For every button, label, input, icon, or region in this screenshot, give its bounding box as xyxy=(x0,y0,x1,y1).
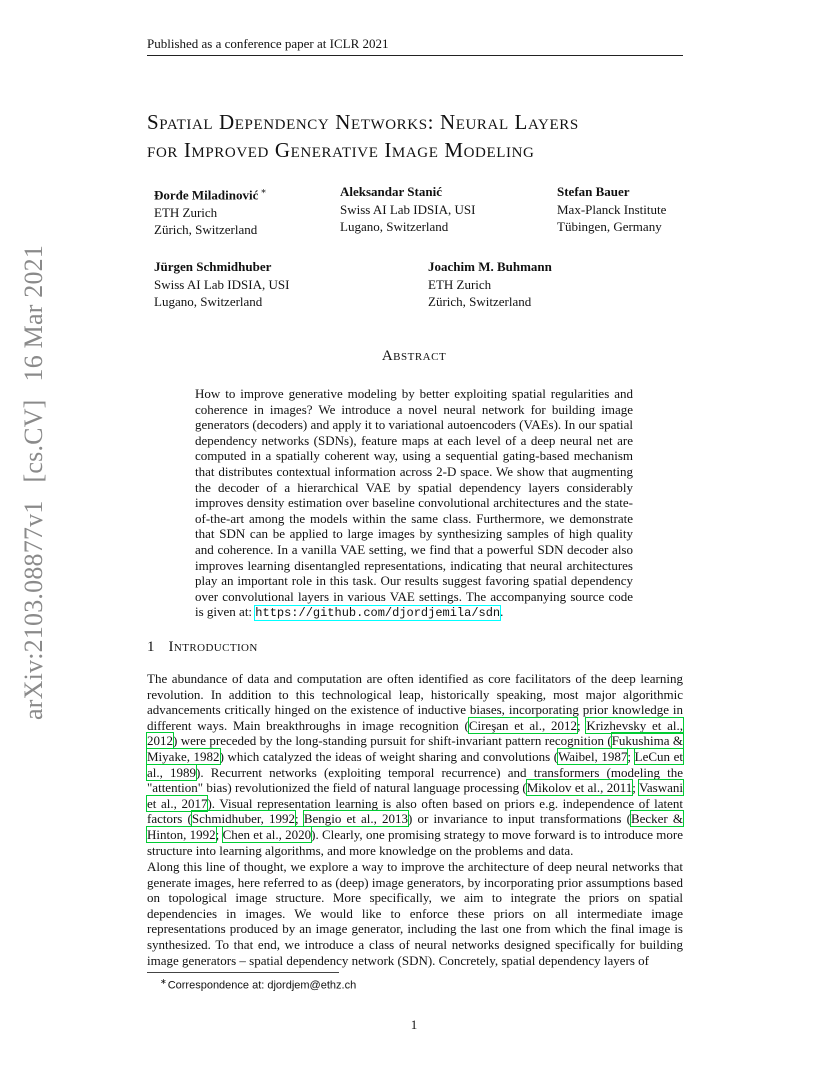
body-text: ). Clearly, one promising strategy to move forward is to introduce more structure into learning algorithms, and more knowledge on the problems and data. xyxy=(147,826,683,858)
author-affiliation: Max-Planck Institute xyxy=(557,201,667,217)
author-location: Zürich, Switzerland xyxy=(154,222,258,238)
citation-link[interactable]: Becker & Hinton, 1992 xyxy=(147,811,683,842)
section-number: 1 xyxy=(147,639,155,655)
arxiv-id[interactable]: arXiv:2103.08877v1 xyxy=(19,500,48,720)
paper-title xyxy=(147,108,707,164)
author-block xyxy=(428,258,552,311)
author-block xyxy=(557,183,666,236)
author-name: Aleksandar Stanić xyxy=(340,184,442,199)
citation-link[interactable]: Cireşan et al., 2012 xyxy=(468,717,577,733)
body-text: ). Visual representation learning is also often based on priors e.g. independence of latent factors ( xyxy=(147,795,684,827)
author-location: Zürich, Switzerland xyxy=(428,294,532,309)
citation-link[interactable]: Mikolov et al., 2011 xyxy=(526,780,633,796)
source-code-link[interactable]: https://github.com/djordjemila/sdn xyxy=(255,606,501,621)
citation-link[interactable]: Waibel, 1987 xyxy=(558,748,628,764)
citation-link[interactable]: Bengio et al., 2013 xyxy=(303,811,409,827)
citation-link[interactable]: Fukushima & Miyake, 1982 xyxy=(147,733,683,764)
author-name: Joachim M. Buhmann xyxy=(428,259,552,274)
citation-link[interactable]: Krizhevsky et al., 2012 xyxy=(147,717,683,749)
section-heading xyxy=(147,639,258,656)
header-rule xyxy=(147,55,683,56)
intro-paragraph-1 xyxy=(147,671,683,858)
title-line-1: Spatial Dependency Networks: Neural Layers xyxy=(147,110,579,134)
body-text: ; xyxy=(627,748,635,764)
abstract-text: How to improve generative modeling by better exploiting spatial regularities and coherence in images? We introduce a novel neural network for building image generators (decoders) and apply it to variational autoencoders (VAEs). In our spatial dependency networks (SDNs), feature maps at each level of a deep neural net are computed in a spatially coherent way, using a sequential gating-based mechanism that distributes contextual information across 2-D space. We show that augmenting the decoder of a hierarchical VAE by spatial dependency layers considerably improves density estimation over baseline convolutional architectures and the state-of-the-art among the models within the same class. Furthermore, we demonstrate that SDN can be applied to large images by synthesizing samples of high quality and coherence. In a vanilla VAE setting, we find that a powerful SDN decoder also improves learning disentangled representations, indicating that neural architectures play an important role in this task. Our results suggest favoring spatial dependency over convolutional layers in various VAE settings. The accompanying source code is given at: xyxy=(195,386,634,620)
body-text: ; xyxy=(295,811,304,827)
body-text: ) were preceded by the long-standing pursuit for shift-invariant pattern recognition ( xyxy=(173,733,612,749)
footnote xyxy=(160,977,356,992)
body-text: ) which catalyzed the ideas of weight sharing and convolutions ( xyxy=(219,748,559,764)
footnote-rule xyxy=(147,972,339,973)
author-affiliation: ETH Zurich xyxy=(428,276,492,292)
author-location: Tübingen, Germany xyxy=(557,219,662,234)
body-text: ; xyxy=(215,826,223,842)
author-location: Lugano, Switzerland xyxy=(340,219,449,234)
citation-link[interactable]: Vaswani et al., 2017 xyxy=(147,780,683,811)
author-name: Jürgen Schmidhuber xyxy=(154,259,272,274)
author-block xyxy=(154,258,289,311)
page-number: 1 xyxy=(410,1017,418,1032)
intro-paragraph-2: Along this line of thought, we explore a way to improve the architecture of deep neural networks that generate images, here referred to as (deep) image generators, by incorporating prior assumptions based on topological image structure. More specifically, we aim to integrate the priors on spatial dependencies in images. We would like to enforce these priors on all intermediate image representations produced by an image generator, including the last one from which the final image is synthesized. To that end, we introduce a class of neural networks designed specifically for building image generators – spatial dependency network (SDN). Concretely, spatial dependency layers of xyxy=(147,859,683,968)
section-title: Introduction xyxy=(168,639,258,655)
body-text: ; xyxy=(632,780,639,796)
citation-link[interactable]: LeCun et al., 1989 xyxy=(147,748,683,780)
author-affiliation: Swiss AI Lab IDSIA, USI xyxy=(154,276,290,292)
body-text: The abundance of data and computation are often identified as core facilitators of the deep learning revolution. In addition to this technological leap, historically speaking, most major algorithmic advancements critically hinged on the existence of inductive biases, incorporating prior knowledge in different ways. Main breakthroughs in image recognition ( xyxy=(147,671,683,733)
footnote-mark: ∗ xyxy=(160,977,167,986)
author-block xyxy=(340,183,475,236)
author-affiliation: ETH Zurich xyxy=(154,204,218,220)
footnote-mark[interactable]: ∗ xyxy=(260,186,267,196)
body-text: ). Recurrent networks (exploiting temporal recurrence) and transformers (modeling the "attention" bias) revolutionized the field of natural language processing ( xyxy=(147,764,683,796)
abstract-body: How to improve generative modeling by better exploiting spatial regularities and coherence in images? We introduce a novel neural network for building image generators (decoders) and apply it to variational autoencoders (VAEs). In our spatial dependency networks (SDNs), feature maps at each level of a deep neural net are computed in a spatially coherent way, using a sequential gating-based mechanism that distributes contextual information across 2-D space. We show that augmenting the decoder of a hierarchical VAE by spatial dependency layers considerably improves density estimation over baseline convolutional architectures and the state-of-the-art among the models within the same class. Furthermore, we demonstrate that SDN can be applied to large images by synthesizing samples of high quality and coherence. In a vanilla VAE setting, we find that a powerful SDN decoder also improves learning disentangled representations, indicating that neural architectures play an important role in this task. Our results suggest favoring spatial dependency over convolutional layers in various VAE settings. The accompanying source code is given at: https://github.com/djordjemila/sdn. xyxy=(195,386,634,621)
running-header: Published as a conference paper at ICLR 2021 xyxy=(147,36,389,51)
arxiv-date: 16 Mar 2021 xyxy=(19,244,48,382)
author-name: Stefan Bauer xyxy=(557,184,630,199)
body-text: ) or invariance to input transformations ( xyxy=(408,811,631,827)
author-block xyxy=(154,183,266,239)
author-location: Lugano, Switzerland xyxy=(154,294,263,309)
title-line-2: for Improved Generative Image Modeling xyxy=(147,138,535,162)
arxiv-category: [cs.CV] xyxy=(19,399,48,483)
citation-link[interactable]: Chen et al., 2020 xyxy=(222,826,312,842)
footnote-text: Correspondence at: djordjem@ethz.ch xyxy=(167,979,357,992)
author-name: Đorđe Miladinović xyxy=(154,187,259,203)
citation-link[interactable]: Schmidhuber, 1992 xyxy=(191,811,296,827)
author-affiliation: Swiss AI Lab IDSIA, USI xyxy=(340,201,476,217)
body-text: ; xyxy=(576,717,587,733)
arxiv-stamp xyxy=(19,227,49,720)
abstract-heading: Abstract xyxy=(381,348,447,364)
